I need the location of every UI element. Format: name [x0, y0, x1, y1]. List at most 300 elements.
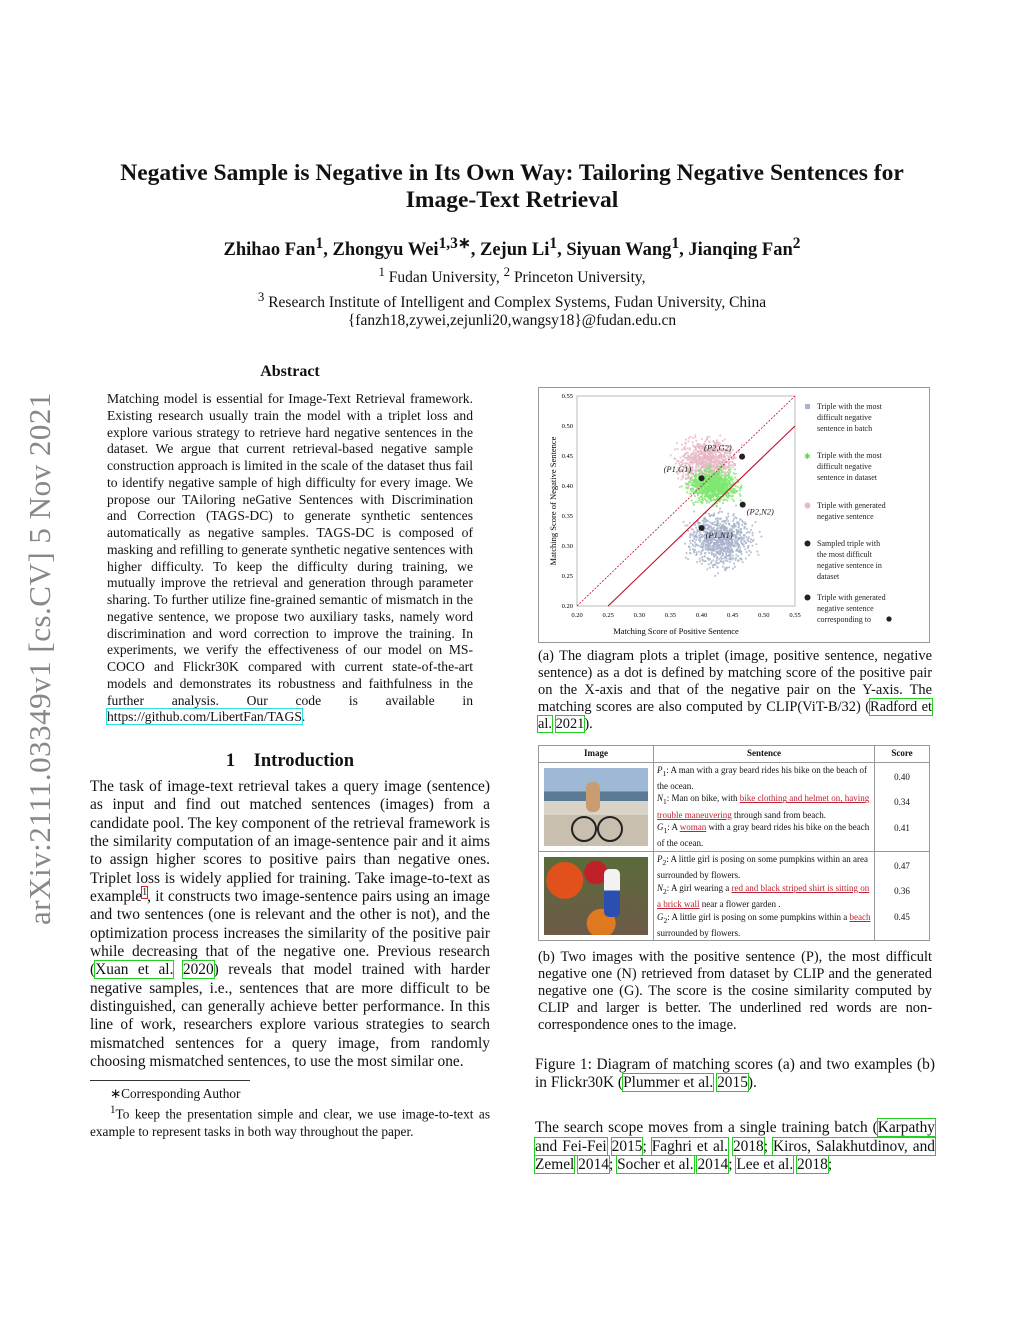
affiliation: Fudan University, [388, 269, 500, 287]
scatter-point [723, 561, 725, 563]
scatter-point [677, 448, 679, 450]
scatter-point [692, 466, 694, 468]
scatter-point [732, 458, 734, 460]
scatter-point [712, 559, 714, 561]
scatter-point [717, 567, 719, 569]
scatter-point [718, 493, 720, 495]
y-tick-label: 0.35 [561, 513, 573, 520]
scatter-point [728, 554, 730, 556]
scatter-point [748, 550, 750, 552]
scatter-point [737, 560, 739, 562]
scatter-point [721, 474, 723, 476]
citation-year-link[interactable]: 2015 [717, 1074, 748, 1092]
scatter-point [708, 563, 710, 565]
scatter-point [699, 536, 701, 538]
citation-link[interactable]: Kiros, Salakhutdinov, and Zemel [535, 1137, 935, 1174]
scatter-point [726, 567, 728, 569]
scatter-point [700, 501, 702, 503]
scatter-point [732, 515, 734, 517]
scatter-point [719, 547, 721, 549]
scatter-point [688, 481, 690, 483]
scatter-point [692, 545, 694, 547]
scatter-point [713, 477, 715, 479]
scatter-point [714, 466, 716, 468]
scatter-point [752, 545, 754, 547]
scatter-point [687, 483, 689, 485]
score-value: 0.34 [894, 797, 910, 808]
scatter-point [729, 561, 731, 563]
citation-link[interactable]: Faghri et al. [651, 1137, 728, 1155]
scatter-point [723, 456, 725, 458]
x-tick-label: 0.55 [789, 612, 801, 619]
scatter-point [706, 541, 708, 543]
sentence-sub: 1 [663, 825, 668, 835]
wheel-shape [597, 816, 623, 842]
scatter-point [723, 490, 725, 492]
scatter-point [750, 529, 752, 531]
scatter-point [725, 483, 727, 485]
scatter-point [729, 465, 731, 467]
scatter-point [705, 467, 707, 469]
scatter-point [705, 549, 707, 551]
table-row [539, 851, 930, 940]
scatter-point [701, 493, 703, 495]
score-value: 0.36 [894, 886, 910, 897]
scatter-point [742, 521, 744, 523]
scatter-point [725, 560, 727, 562]
aff-sup: 3 [257, 288, 265, 304]
legend-marker [805, 503, 811, 509]
scatter-point [739, 551, 741, 553]
scatter-point [728, 493, 730, 495]
scatter-point [683, 447, 685, 449]
scatter-point [701, 451, 703, 453]
scatter-point [720, 476, 722, 478]
scatter-chart [539, 388, 929, 642]
scatter-point [695, 486, 697, 488]
wheel-shape [571, 816, 597, 842]
scatter-point [719, 480, 721, 482]
legend-label: negative sentence in [817, 561, 882, 570]
scatter-point [718, 490, 720, 492]
citation-year-link[interactable]: 2014 [578, 1156, 609, 1174]
scatter-point [685, 452, 687, 454]
scatter-point [717, 518, 719, 520]
citation-year-link[interactable]: 2014 [697, 1156, 729, 1174]
scatter-point [719, 435, 721, 437]
scatter-point [707, 492, 709, 494]
footnote-link[interactable]: 1 [142, 886, 148, 898]
scatter-point [695, 471, 697, 473]
affiliation: Princeton University, [513, 269, 646, 287]
scatter-point [681, 444, 683, 446]
footnote: ∗Corresponding Author [110, 1085, 241, 1101]
scatter-point [708, 513, 710, 515]
scatter-point [704, 498, 706, 500]
scatter-point [687, 558, 689, 560]
scatter-point [734, 542, 736, 544]
y-tick-label: 0.30 [561, 543, 573, 550]
citation-link[interactable]: Xuan et al. [95, 961, 174, 979]
scatter-point [695, 539, 697, 541]
scatter-point [733, 500, 735, 502]
scatter-point [761, 536, 763, 538]
scatter-point [687, 486, 689, 488]
scatter-point [719, 457, 721, 459]
scatter-point [713, 471, 715, 473]
scatter-point [724, 569, 726, 571]
right-column [535, 387, 935, 1174]
scatter-point [730, 550, 732, 552]
scatter-point [722, 502, 724, 504]
scatter-point [721, 550, 723, 552]
scatter-point [693, 531, 695, 533]
scatter-point [724, 546, 726, 548]
scatter-point [700, 499, 702, 501]
scatter-point [697, 495, 699, 497]
scatter-point [687, 530, 689, 532]
scatter-point [710, 456, 712, 458]
scatter-point [699, 532, 701, 534]
citation-year-link[interactable]: 2018 [797, 1156, 828, 1174]
scatter-point [716, 498, 718, 500]
scatter-point [737, 555, 739, 557]
scatter-point [728, 566, 730, 568]
sentence-tag: P [657, 764, 663, 775]
scatter-point [686, 552, 688, 554]
scatter-point [752, 540, 754, 542]
legend-label: difficult negative [817, 413, 872, 422]
table-row [539, 762, 930, 851]
scatter-point [711, 483, 713, 485]
scatter-point [687, 525, 689, 527]
citation-year-link[interactable]: 2020 [182, 961, 214, 979]
scatter-point [695, 448, 697, 450]
scatter-point [697, 521, 699, 523]
intro-text: ) reveals that model trained with harder negative samples, i.e., sentences that are more difficult to be distinguished, can generally achieve better performance. In this line of work, researchers explore various strategies to search mismatched sentences for a query image, from randomly choosing mismatched sentences, to use the most similar one. [90, 961, 490, 1071]
scatter-point [679, 486, 681, 488]
scatter-point [706, 473, 708, 475]
caption-text: Figure 1: Diagram of matching scores (a) and two examples (b) in Flickr30K ( [535, 1055, 935, 1092]
scatter-point [720, 455, 722, 457]
scatter-point [709, 484, 711, 486]
x-tick-label: 0.30 [633, 612, 645, 619]
scatter-point [702, 500, 704, 502]
point-label: (P2,G2) [704, 442, 732, 453]
affiliations [90, 263, 934, 331]
scatter-point [687, 452, 689, 454]
score-value: 0.40 [894, 771, 910, 782]
scatter-point [703, 544, 705, 546]
scatter-point [712, 479, 714, 481]
scatter-point [725, 476, 727, 478]
scatter-point [740, 499, 742, 501]
body-paragraph: The search scope moves from a single training batch (Karpathy and Fei-Fei 2015; Faghri et al. 2018; Kiros, Salakhutdinov, and Zemel 2014; Socher et al. 2014; Lee et al. 2018; [535, 1119, 935, 1174]
scatter-point [688, 437, 690, 439]
scatter-point [724, 479, 726, 481]
scatter-point [711, 458, 713, 460]
scatter-point [728, 515, 730, 517]
scatter-point [704, 458, 706, 460]
scatter-point [752, 532, 754, 534]
scatter-point [717, 473, 719, 475]
scatter-point [700, 552, 702, 554]
citation-year-link[interactable]: 2021 [555, 715, 585, 732]
scatter-point [733, 457, 735, 459]
scatter-point [741, 444, 743, 446]
annotated-point [739, 454, 745, 460]
scatter-point [747, 547, 749, 549]
legend-label: Triple with generated [817, 501, 886, 510]
legend-label: corresponding to [817, 615, 871, 624]
scatter-point [730, 546, 732, 548]
scatter-point [706, 439, 708, 441]
scatter-point [704, 485, 706, 487]
scatter-point [701, 536, 703, 538]
sentence-item [657, 882, 871, 911]
scatter-point [711, 561, 713, 563]
scatter-point [705, 470, 707, 472]
caption-a [538, 648, 932, 733]
scatter-point [698, 522, 700, 524]
scatter-point [721, 511, 723, 513]
scatter-point [718, 461, 720, 463]
scatter-point [704, 466, 706, 468]
scatter-point [707, 482, 709, 484]
footnote: To keep the presentation simple and clear, we use image-to-text as example to represent tasks in both way throughout the paper. [90, 1106, 490, 1139]
scatter-point [755, 543, 757, 545]
scatter-point [689, 447, 691, 449]
scatter-point [709, 458, 711, 460]
scatter-point [723, 499, 725, 501]
scatter-point [716, 475, 718, 477]
citation-link[interactable]: Lee et al. [736, 1156, 794, 1174]
col-header: Image [539, 745, 654, 762]
sentence-item [657, 821, 871, 850]
scatter-point [735, 473, 737, 475]
scatter-point [709, 545, 711, 547]
scatter-point [751, 525, 753, 527]
scatter-point [733, 482, 735, 484]
code-link[interactable]: https://github.com/LibertFan/TAGS [107, 709, 302, 725]
girl-shape [604, 869, 620, 917]
scatter-point [698, 551, 700, 553]
scatter-point [733, 527, 735, 529]
scatter-point [696, 456, 698, 458]
scatter-point [738, 530, 740, 532]
scatter-point [715, 549, 717, 551]
citation-link[interactable]: Plummer et al. [623, 1074, 714, 1092]
scatter-point [695, 459, 697, 461]
scatter-point [727, 520, 729, 522]
sentence-text: : A man with a gray beard rides his bike on the beach of the ocean. [657, 764, 867, 791]
intro-text: The task of image-text retrieval takes a query image (sentence) as input and find out matched sentences (images) from a candidate pool. The key component of the retrieval framework is the similarity computation of an image-sentence pair and it aims to assign higher scores to positive pairs than negative ones. Triplet loss is widely applied for training. Take image-to-text as example [90, 778, 490, 906]
sentence-sub: 1 [663, 797, 667, 807]
scatter-point [699, 450, 701, 452]
scatter-point [744, 523, 746, 525]
scatter-point [734, 492, 736, 494]
citation-year-link[interactable]: 2018 [732, 1137, 764, 1155]
scatter-point [732, 478, 734, 480]
scatter-point [736, 543, 738, 545]
scatter-point [719, 482, 721, 484]
scatter-point [718, 471, 720, 473]
scatter-point [706, 544, 708, 546]
scatter-point [696, 461, 698, 463]
scatter-point [712, 496, 714, 498]
scatter-point [719, 511, 721, 513]
scatter-point [725, 499, 727, 501]
scatter-point [714, 475, 716, 477]
scatter-point [693, 482, 695, 484]
scatter-point [701, 563, 703, 565]
scatter-point [730, 479, 732, 481]
sentence-tag: N [657, 793, 664, 804]
scatter-point [722, 554, 724, 556]
scatter-point [677, 478, 679, 480]
scatter-point [706, 436, 708, 438]
scatter-point [732, 568, 734, 570]
scatter-point [689, 536, 691, 538]
y-tick-label: 0.25 [561, 573, 573, 580]
scatter-point [696, 464, 698, 466]
scatter-point [682, 460, 684, 462]
scatter-point [681, 449, 683, 451]
scatter-point [733, 563, 735, 565]
section-title: Introduction [253, 751, 355, 771]
scatter-point [676, 442, 678, 444]
y-tick-label: 0.20 [561, 603, 573, 610]
author: Zhongyu Wei [332, 240, 439, 261]
scatter-point [724, 567, 726, 569]
scatter-point [728, 484, 730, 486]
legend-label: Triple with the most [817, 402, 882, 411]
girl-pumpkins-photo [544, 857, 648, 935]
scatter-point [687, 447, 689, 449]
scatter-point [697, 450, 699, 452]
scatter-point [698, 499, 700, 501]
scatter-point [705, 547, 707, 549]
scatter-point [723, 522, 725, 524]
scatter-point [704, 496, 706, 498]
x-axis-label: Matching Score of Positive Sentence [613, 626, 739, 636]
scatter-point [698, 481, 700, 483]
citation-link[interactable]: Karpathy and Fei-Fei [535, 1119, 935, 1155]
citation-year-link[interactable]: 2015 [611, 1137, 643, 1155]
scatter-point [711, 472, 713, 474]
scatter-point [701, 438, 703, 440]
scatter-point [698, 474, 700, 476]
legend-label: Triple with generated [817, 593, 886, 602]
scatter-point [694, 541, 696, 543]
scatter-point [733, 558, 735, 560]
citation-link[interactable]: Radford et al. [538, 698, 933, 732]
scatter-point [724, 472, 726, 474]
scatter-point [718, 501, 720, 503]
sentence-sub: 2 [662, 857, 667, 867]
scatter-point [748, 541, 750, 543]
scatter-point [733, 518, 735, 520]
scatter-point [726, 519, 728, 521]
author-sup: 1,3∗ [438, 235, 471, 252]
scatter-point [733, 490, 735, 492]
scatter-point [702, 547, 704, 549]
scatter-point [725, 522, 727, 524]
score-value: 0.45 [894, 911, 910, 922]
scatter-point [713, 553, 715, 555]
sentence-tag: G [657, 911, 664, 922]
scatter-point [682, 455, 684, 457]
scatter-point [732, 551, 734, 553]
scatter-point [695, 440, 697, 442]
scatter-point [691, 479, 693, 481]
scatter-point [717, 463, 719, 465]
scatter-point [721, 547, 723, 549]
scatter-point [729, 482, 731, 484]
scatter-point [728, 469, 730, 471]
scatter-point [706, 456, 708, 458]
scatter-point [739, 490, 741, 492]
scatter-point [715, 495, 717, 497]
scatter-point [723, 520, 725, 522]
left-column [90, 362, 490, 1140]
scatter-point [695, 467, 697, 469]
scatter-point [692, 502, 694, 504]
scatter-point [691, 463, 693, 465]
y-tick-label: 0.45 [561, 453, 573, 460]
scatter-point [732, 492, 734, 494]
caption-end: ). [747, 1074, 757, 1092]
scatter-point [698, 454, 700, 456]
scatter-point [685, 478, 687, 480]
scatter-point [712, 549, 714, 551]
scatter-point [681, 485, 683, 487]
scatter-point [738, 533, 740, 535]
scatter-point [700, 473, 702, 475]
scatter-point [685, 443, 687, 445]
scatter-point [715, 473, 717, 475]
scatter-point [702, 472, 704, 474]
scatter-point [716, 466, 718, 468]
emails: {fanzh18,zywei,zejunli20,wangsy18}@fudan.edu.cn [347, 312, 677, 330]
scatter-point [714, 458, 716, 460]
scatter-point [713, 515, 715, 517]
scatter-point [697, 446, 699, 448]
scatter-point [716, 543, 718, 545]
scatter-point [688, 546, 690, 548]
scatter-point [726, 500, 728, 502]
scatter-point [702, 502, 704, 504]
citation-link[interactable]: Socher et al. [617, 1156, 694, 1174]
legend-label: sentence in dataset [817, 473, 877, 482]
scatter-point [701, 464, 703, 466]
scatter-point [699, 545, 701, 547]
scatter-point [727, 560, 729, 562]
scatter-point [698, 535, 700, 537]
scatter-point [701, 466, 703, 468]
scatter-point [712, 522, 714, 524]
scatter-point [692, 548, 694, 550]
scatter-point [745, 558, 747, 560]
scatter-point [734, 488, 736, 490]
scatter-point [693, 473, 695, 475]
scatter-point [713, 492, 715, 494]
scatter-point [714, 521, 716, 523]
scatter-point [708, 471, 710, 473]
scatter-point [735, 554, 737, 556]
scatter-point [736, 490, 738, 492]
scatter-point [702, 524, 704, 526]
